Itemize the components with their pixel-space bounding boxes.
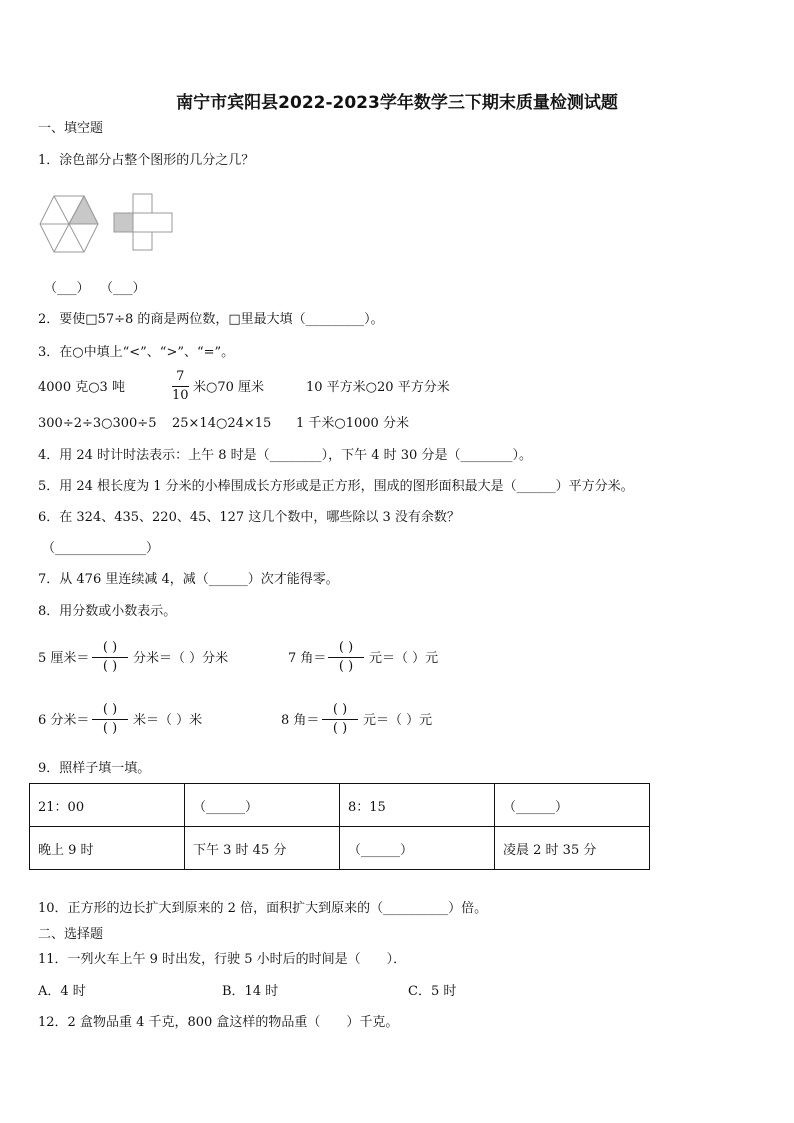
question-3: 3．在○中填上“<”、“>”、“=”。 <box>38 345 235 360</box>
option-c: C．5 时 <box>408 984 457 999</box>
question-1: 1．涂色部分占整个图形的几分之几？ <box>38 153 255 168</box>
fraction-denominator-blank: ( ) <box>338 659 354 674</box>
fraction-blank <box>328 639 364 676</box>
compare-item: 10 平方米○20 平方分米 <box>306 380 450 395</box>
question-6: 6．在 324、435、220、45、127 这几个数中，哪些除以 3 没有余数？ <box>38 510 460 525</box>
compare-item: 25×14○24×15 <box>172 416 272 431</box>
table-cell: （______） <box>185 784 340 827</box>
conversion-label: 7 角＝ <box>288 651 327 666</box>
question-8: 8．用分数或小数表示。 <box>38 604 177 619</box>
fraction-blank <box>92 639 128 676</box>
fraction-numerator-blank: ( ) <box>332 702 348 717</box>
question-12: 12．2 盒物品重 4 千克，800 盒这样的物品重（ ）千克。 <box>38 1015 399 1030</box>
fraction-denominator-blank: ( ) <box>102 721 118 736</box>
fraction-denominator-blank: ( ) <box>332 721 348 736</box>
conversion-label: 5 厘米＝ <box>38 651 90 666</box>
answer-blank: （______________） <box>42 541 160 556</box>
option-b: B．14 时 <box>222 984 279 999</box>
table-cell: （______） <box>340 827 495 870</box>
fraction-numerator: 7 <box>176 369 185 384</box>
question-11: 11．一列火车上午 9 时出发，行驶 5 小时后的时间是（ ）． <box>38 952 407 967</box>
question-5: 5．用 24 根长度为 1 分米的小棒围成长方形或是正方形，围成的图形面积最大是（______）平方分米。 <box>38 479 634 494</box>
conversion-rest: 分米＝（ ）分米 <box>133 651 229 666</box>
table-cell: （______） <box>495 784 650 827</box>
compare-item: 300÷2÷3○300÷5 <box>38 416 157 431</box>
table-cell: 凌晨 2 时 35 分 <box>495 827 650 870</box>
fraction-denominator: 10 <box>172 388 189 403</box>
question-7: 7．从 476 里连续减 4，减（______）次才能得零。 <box>38 572 339 587</box>
question-2: 2．要使□57÷8 的商是两位数，□里最大填（_________）。 <box>38 312 384 327</box>
compare-item: 4000 克○3 吨 <box>38 380 125 395</box>
section-heading-fill-blank: 一、填空题 <box>38 121 104 136</box>
cube-net-figure <box>112 192 174 252</box>
question-4: 4．用 24 时计时法表示：上午 8 时是（________），下午 4 时 30 分是（________）。 <box>38 448 532 463</box>
table-cell: 晚上 9 时 <box>30 827 185 870</box>
compare-item: 米○70 厘米 <box>193 380 265 395</box>
conversion-rest: 元＝（ ）元 <box>369 651 439 666</box>
conversion-rest: 米＝（ ）米 <box>133 713 203 728</box>
time-table <box>29 783 650 870</box>
fraction-numerator-blank: ( ) <box>102 702 118 717</box>
compare-item: 1 千米○1000 分米 <box>296 416 409 431</box>
table-cell: 下午 3 时 45 分 <box>185 827 340 870</box>
table-row <box>30 784 650 827</box>
page-title: 南宁市宾阳县2022-2023学年数学三下期末质量检测试题 <box>176 93 618 113</box>
answer-blank: （___） <box>44 281 90 296</box>
table-cell: 8：15 <box>340 784 495 827</box>
question-9: 9．照样子填一填。 <box>38 761 151 776</box>
fraction <box>172 368 189 405</box>
fraction-blank <box>322 701 358 738</box>
fraction-numerator-blank: ( ) <box>338 640 354 655</box>
table-cell: 21：00 <box>30 784 185 827</box>
fraction-blank <box>92 701 128 738</box>
hexagon-figure <box>38 194 100 254</box>
conversion-label: 6 分米＝ <box>38 713 90 728</box>
conversion-label: 8 角＝ <box>281 713 320 728</box>
section-heading-choice: 二、选择题 <box>38 927 104 942</box>
option-a: A．4 时 <box>38 984 86 999</box>
question-10: 10．正方形的边长扩大到原来的 2 倍，面积扩大到原来的（__________）倍。 <box>38 901 488 916</box>
fraction-denominator-blank: ( ) <box>102 659 118 674</box>
fraction-numerator-blank: ( ) <box>102 640 118 655</box>
answer-blank: （___） <box>100 281 146 296</box>
conversion-rest: 元＝（ ）元 <box>363 713 433 728</box>
table-row <box>30 827 650 870</box>
